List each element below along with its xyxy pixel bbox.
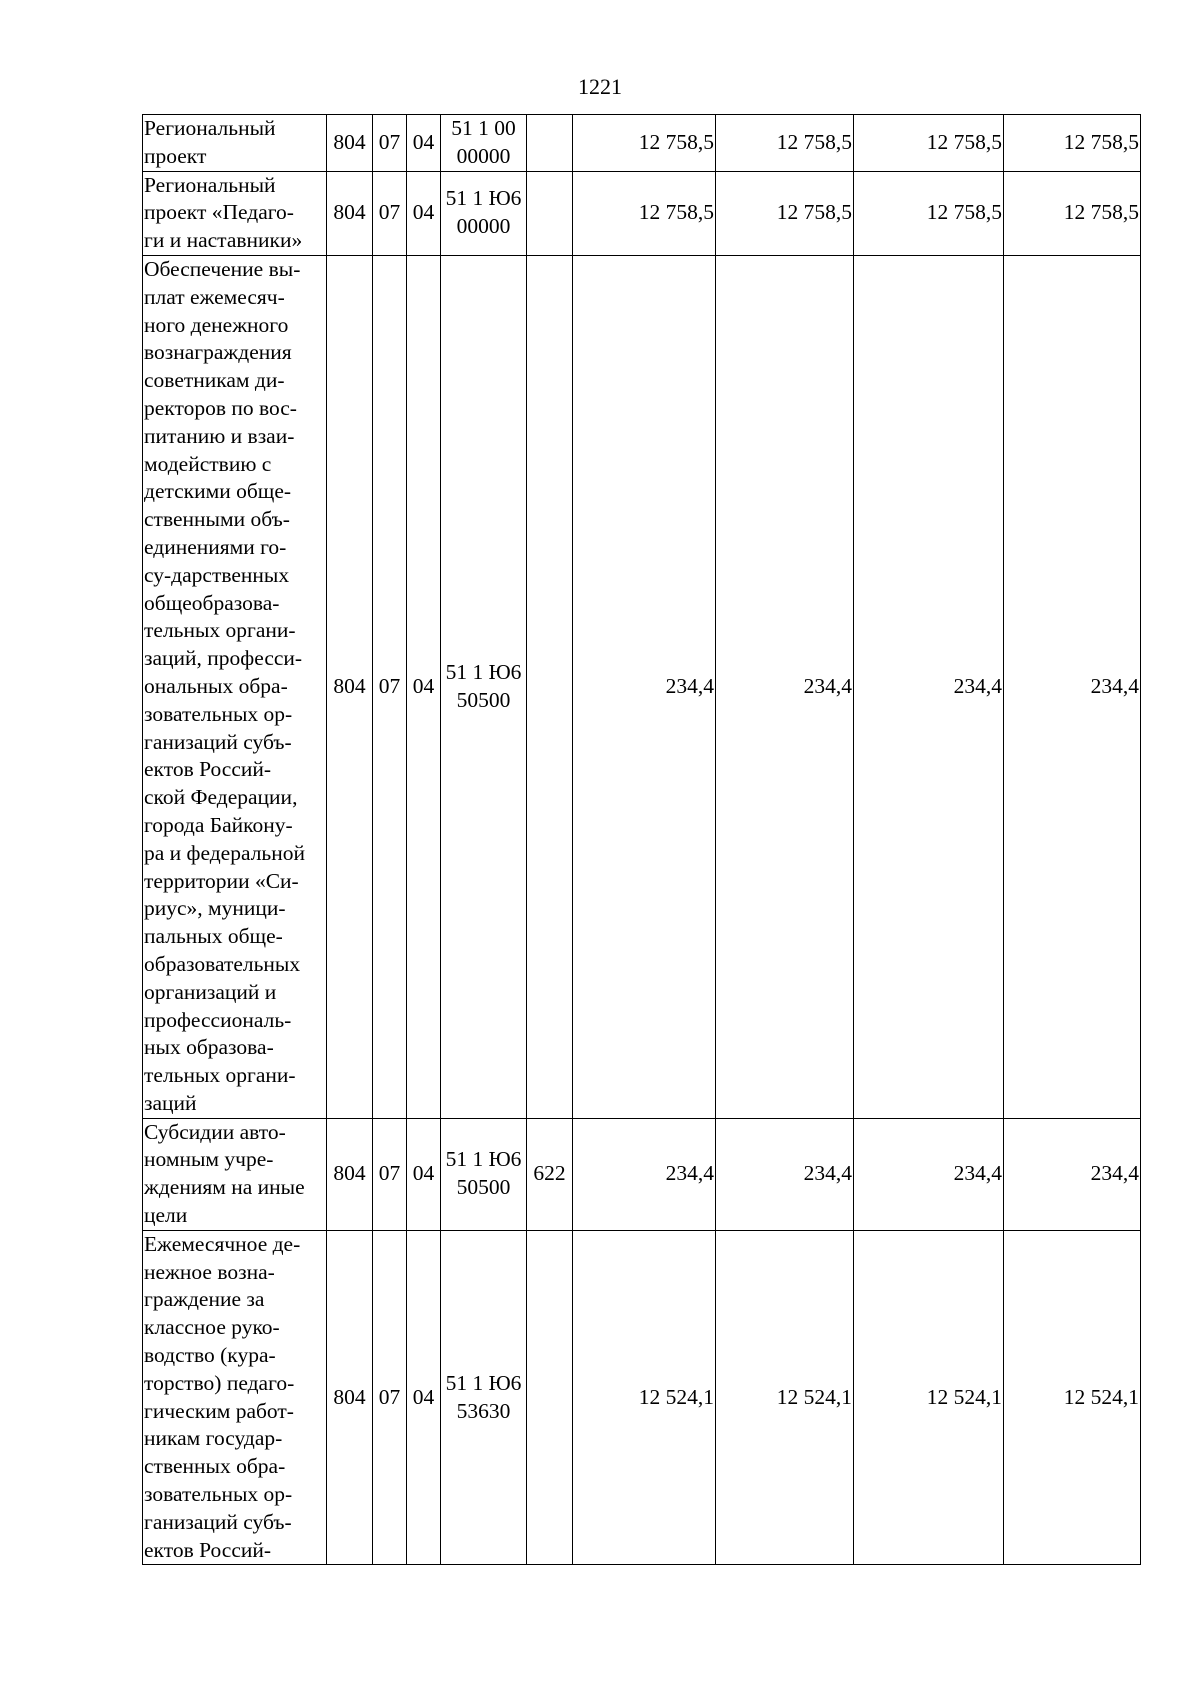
- row-name-line: су-дарственных: [144, 562, 290, 587]
- row-name-line: ектов Россий-: [144, 1537, 272, 1562]
- row-name-line: Региональный: [144, 172, 276, 197]
- amount-cell-3: 234,4: [854, 1118, 1004, 1230]
- amount-cell-4: 12 758,5: [1004, 115, 1141, 172]
- csr-cell: 51 1 Ю6 50500: [441, 255, 527, 1118]
- amount-cell-3: 234,4: [854, 255, 1004, 1118]
- row-name-line: профессиональ-: [144, 1007, 292, 1032]
- row-name-line: ждениям на иные: [144, 1175, 305, 1200]
- row-name-cell: [143, 255, 327, 1118]
- page-number: 1221: [578, 74, 622, 99]
- row-name-line: проект «Педаго-: [144, 200, 294, 225]
- row-name-line: ектов Россий-: [144, 757, 272, 782]
- table-row: [143, 1230, 1141, 1565]
- row-name-line: тельных органи-: [144, 618, 296, 643]
- row-name-line: граждение за: [144, 1287, 265, 1312]
- pr-cell: 04: [407, 1118, 441, 1230]
- rz-cell: 07: [373, 1230, 407, 1565]
- amount-cell-2: 12 524,1: [716, 1230, 854, 1565]
- row-name-line: риус», муници-: [144, 896, 286, 921]
- table-row: [143, 115, 1141, 172]
- row-name-cell: [143, 1118, 327, 1230]
- csr-cell: 51 1 Ю6 00000: [441, 171, 527, 255]
- grbs-cell: 804: [327, 1230, 373, 1565]
- row-name-cell: [143, 171, 327, 255]
- row-name-line: гическим работ-: [144, 1398, 294, 1423]
- row-name-line: единениями го-: [144, 534, 287, 559]
- rz-cell: 07: [373, 255, 407, 1118]
- row-name-line: детскими обще-: [144, 479, 292, 504]
- row-name-line: тельных органи-: [144, 1063, 296, 1088]
- pr-cell: 04: [407, 255, 441, 1118]
- vr-cell: [527, 255, 573, 1118]
- row-name-line: Обеспечение вы-: [144, 256, 301, 281]
- amount-cell-1: 12 758,5: [573, 171, 716, 255]
- amount-cell-4: 234,4: [1004, 1118, 1141, 1230]
- amount-cell-4: 12 524,1: [1004, 1230, 1141, 1565]
- row-name-line: проект: [144, 143, 207, 168]
- row-name-line: образовательных: [144, 951, 301, 976]
- row-name-line: плат ежемесяч-: [144, 284, 285, 309]
- rz-cell: 07: [373, 1118, 407, 1230]
- row-name-line: ги и наставники»: [144, 228, 303, 253]
- pr-cell: 04: [407, 115, 441, 172]
- table-row: [143, 255, 1141, 1118]
- row-name-line: ственных обра-: [144, 1454, 286, 1479]
- amount-cell-2: 12 758,5: [716, 171, 854, 255]
- row-name-line: модействию с: [144, 451, 272, 476]
- row-name-line: ганизаций субъ-: [144, 1509, 292, 1534]
- row-name-line: нежное возна-: [144, 1259, 275, 1284]
- row-name-line: водство (кура-: [144, 1343, 276, 1368]
- rz-cell: 07: [373, 115, 407, 172]
- row-name-line: ганизаций субъ-: [144, 729, 292, 754]
- amount-cell-2: 234,4: [716, 1118, 854, 1230]
- csr-cell: 51 1 Ю6 50500: [441, 1118, 527, 1230]
- row-name-line: организаций и: [144, 979, 277, 1004]
- amount-cell-4: 12 758,5: [1004, 171, 1141, 255]
- amount-cell-2: 234,4: [716, 255, 854, 1118]
- vr-cell: [527, 1230, 573, 1565]
- row-name-line: ра и федеральной: [144, 840, 305, 865]
- rz-cell: 07: [373, 171, 407, 255]
- row-name-line: заций, професси-: [144, 646, 303, 671]
- amount-cell-3: 12 758,5: [854, 171, 1004, 255]
- grbs-cell: 804: [327, 255, 373, 1118]
- grbs-cell: 804: [327, 171, 373, 255]
- row-name-line: советникам ди-: [144, 368, 285, 393]
- row-name-line: вознаграждения: [144, 340, 292, 365]
- row-name-line: заций: [144, 1090, 197, 1115]
- grbs-cell: 804: [327, 115, 373, 172]
- csr-cell: 51 1 00 00000: [441, 115, 527, 172]
- row-name-line: цели: [144, 1203, 188, 1228]
- amount-cell-1: 12 758,5: [573, 115, 716, 172]
- amount-cell-3: 12 524,1: [854, 1230, 1004, 1565]
- row-name-line: города Байкону-: [144, 812, 293, 837]
- pr-cell: 04: [407, 171, 441, 255]
- row-name-line: пальных обще-: [144, 924, 283, 949]
- row-name-line: ской Федерации,: [144, 785, 298, 810]
- amount-cell-4: 234,4: [1004, 255, 1141, 1118]
- row-name-line: Субсидии авто-: [144, 1119, 286, 1144]
- row-name-line: никам государ-: [144, 1426, 283, 1451]
- row-name-line: номным учре-: [144, 1147, 274, 1172]
- amount-cell-1: 12 524,1: [573, 1230, 716, 1565]
- vr-cell: [527, 115, 573, 172]
- grbs-cell: 804: [327, 1118, 373, 1230]
- row-name-line: классное руко-: [144, 1315, 280, 1340]
- row-name-line: ных образова-: [144, 1035, 274, 1060]
- row-name-line: торство) педаго-: [144, 1370, 295, 1395]
- table-row: [143, 1118, 1141, 1230]
- row-name-line: питанию и взаи-: [144, 423, 295, 448]
- csr-cell: 51 1 Ю6 53630: [441, 1230, 527, 1565]
- row-name-cell: [143, 115, 327, 172]
- table-body: [143, 115, 1141, 1565]
- row-name-line: зовательных ор-: [144, 1482, 293, 1507]
- row-name-line: общеобразова-: [144, 590, 280, 615]
- row-name-line: ректоров по вос-: [144, 395, 297, 420]
- budget-table: [142, 114, 1141, 1565]
- vr-cell: 622: [527, 1118, 573, 1230]
- row-name-line: территории «Си-: [144, 868, 299, 893]
- table-row: [143, 171, 1141, 255]
- amount-cell-3: 12 758,5: [854, 115, 1004, 172]
- row-name-line: Ежемесячное де-: [144, 1231, 301, 1256]
- amount-cell-1: 234,4: [573, 1118, 716, 1230]
- pr-cell: 04: [407, 1230, 441, 1565]
- row-name-line: зовательных ор-: [144, 701, 293, 726]
- amount-cell-2: 12 758,5: [716, 115, 854, 172]
- row-name-line: ственными объ-: [144, 507, 290, 532]
- amount-cell-1: 234,4: [573, 255, 716, 1118]
- row-name-line: Региональный: [144, 116, 276, 140]
- vr-cell: [527, 171, 573, 255]
- row-name-line: ного денежного: [144, 312, 289, 337]
- row-name-cell: [143, 1230, 327, 1565]
- row-name-line: ональных обра-: [144, 673, 288, 698]
